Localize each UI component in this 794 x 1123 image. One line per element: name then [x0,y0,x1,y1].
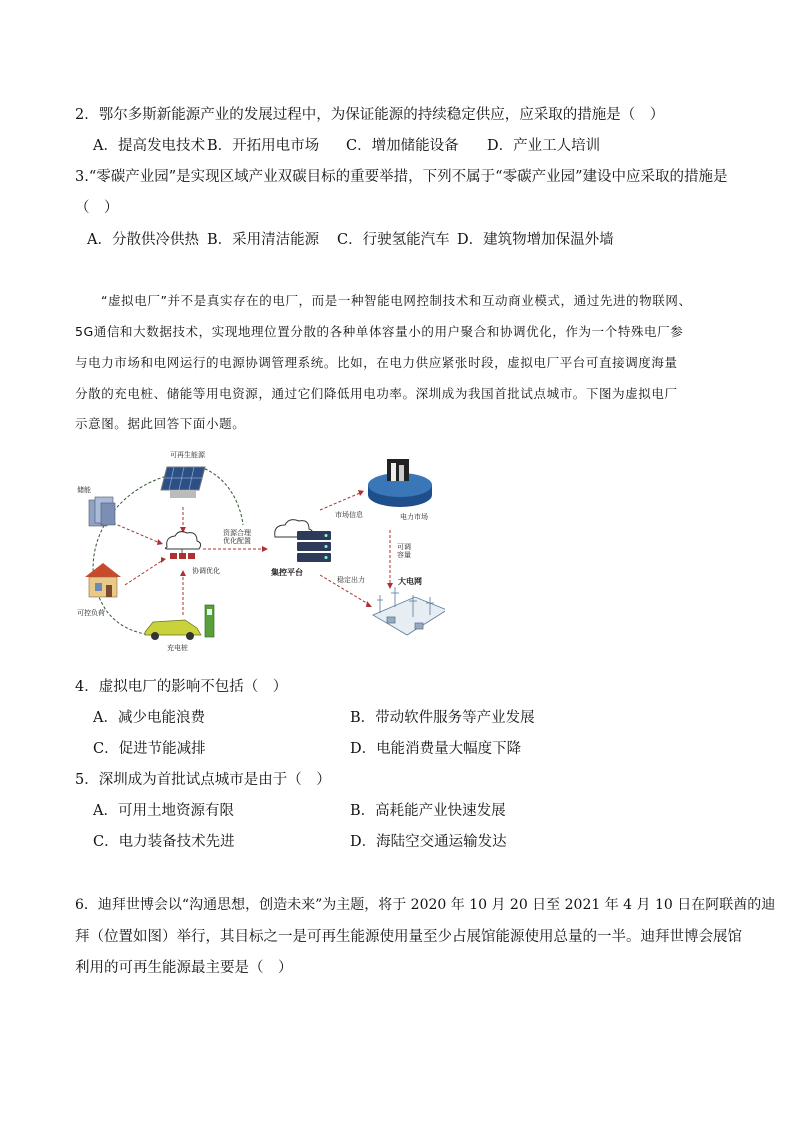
passage-line-1: “虚拟电厂”并不是真实存在的电厂，而是一种智能电网控制技术和互动商业模式，通过先进的物联网、 [101,293,692,308]
arrowhead-2 [157,539,163,545]
q2-option-c: C．增加储能设备 [346,138,459,154]
q5-option-b: B．高耗能产业快速发展 [350,803,506,819]
label-stable-output: 稳定出力 [337,576,365,584]
arrowhead-3 [161,557,166,563]
label-storage: 储能 [77,486,91,494]
q3-option-d: D．建筑物增加保温外墙 [457,232,614,248]
outer-arc-top [200,467,243,525]
q4-option-a: A．减少电能浪费 [93,710,205,726]
label-renewable: 可再生能源 [170,451,205,459]
arrow-platform-to-market [320,493,360,510]
power-market-icon [368,459,432,507]
q5-option-d: D．海陆空交通运输发达 [350,834,507,850]
electric-car-icon [145,620,201,640]
passage-line-4: 分散的充电桩、储能等用电资源，通过它们降低用电功率。深圳成为我国首批试点城市。下图为虚拟电厂 [75,386,678,401]
label-resource-line1: 资源合理 [223,529,251,537]
label-resource-line2: 优化配置 [223,537,251,545]
q3-option-b: B．采用清洁能源 [207,232,320,248]
arrowhead-4 [180,570,186,576]
passage-line-5: 示意图。据此回答下面小题。 [75,416,246,431]
virtual-power-plant-diagram [75,445,445,660]
q4-stem: 4．虚拟电厂的影响不包括（ ） [75,679,288,695]
label-coordination: 协调优化 [192,567,220,575]
q4-option-b: B．带动软件服务等产业发展 [350,710,535,726]
q2-option-b: B．开拓用电市场 [207,138,320,154]
arrowhead-7 [366,601,372,607]
q5-option-a: A．可用土地资源有限 [93,803,234,819]
label-central-platform: 集控平台 [271,568,303,577]
label-charging-pile: 充电桩 [167,644,188,652]
charging-pile-icon [205,605,214,637]
q4-option-d: D．电能消费量大幅度下降 [350,741,522,757]
q4-option-c: C．促进节能减排 [93,741,206,757]
arrowhead-5 [262,546,268,552]
q2-option-a: A．提高发电技术 [93,138,205,154]
label-market-info: 市场信息 [335,511,363,519]
q3-stem-line1: 3.“零碳产业园”是实现区域产业双碳目标的重要举措，下列不属于“零碳产业园”建设中应采取的措施是 [75,169,728,185]
label-power-market: 电力市场 [400,513,428,521]
q5-option-c: C．电力装备技术先进 [93,834,235,850]
q3-option-a: A．分散供冷供热 [87,232,199,248]
house-icon [85,563,121,597]
q6-line-3: 利用的可再生能源最主要是（ ） [75,960,293,976]
label-big-grid: 大电网 [398,577,422,586]
passage-line-3: 与电力市场和电网运行的电源协调管理系统。比如，在电力供应紧张时段，虚拟电厂平台可直接调度海量 [75,355,678,370]
q5-stem: 5．深圳成为首批试点城市是由于（ ） [75,772,331,788]
passage-line-2: 5G通信和大数据技术，实现地理位置分散的各种单体容量小的用户聚合和协调优化，作为一个特殊电厂参 [75,324,684,339]
server-platform-icon [275,520,331,562]
q2-stem: 2．鄂尔多斯新能源产业的发展过程中，为保证能源的持续稳定供应，应采取的措施是（ ） [75,107,665,123]
q2-option-d: D．产业工人培训 [487,138,601,154]
cloud-coordination-icon [165,532,200,559]
q6-line-1: 6．迪拜世博会以“沟通思想，创造未来”为主题，将于 2020 年 10 月 20 日至 2021 年 4 月 10 日在阿联酋的迪 [75,897,776,913]
label-adjustable-line1: 可调 [397,543,411,551]
q6-line-2: 拜（位置如图）举行，其目标之一是可再生能源使用量至少占展馆能源使用总量的一半。迪拜世博会展馆 [75,929,742,945]
q3-option-c: C．行驶氢能汽车 [337,232,450,248]
arrow-load-to-center [125,560,163,585]
label-controllable-load: 可控负荷 [77,609,105,617]
arrow-storage-to-center [113,523,160,543]
label-adjustable-line2: 容量 [397,551,411,559]
storage-icon [89,497,115,526]
solar-panel-icon [161,467,205,498]
power-grid-icon [373,587,445,635]
arrowhead-8 [387,583,393,589]
q3-stem-line2: （ ） [75,200,119,216]
